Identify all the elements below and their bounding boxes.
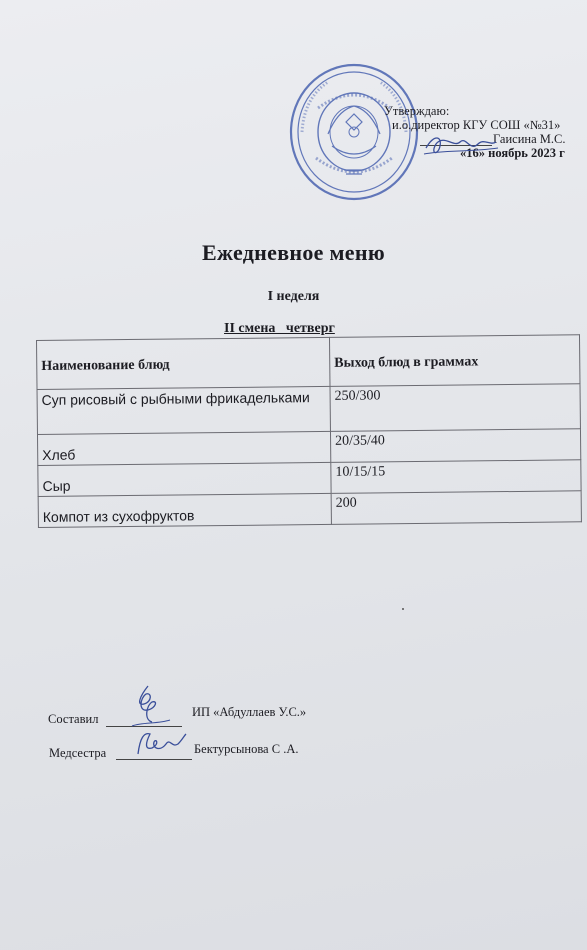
approval-position: и.о.директор КГУ СОШ «№31» xyxy=(392,118,561,132)
week-label: I неделя xyxy=(267,289,320,304)
dish-name: Компот из сухофруктов xyxy=(38,493,331,527)
stray-dot xyxy=(402,608,404,610)
compiled-by-name: ИП «Абдуллаев У.С.» xyxy=(192,705,307,719)
approval-date: «16» ноябрь 2023 г xyxy=(460,146,565,160)
nurse-name: Бектурсынова С .А. xyxy=(194,742,299,756)
dish-output: 200 xyxy=(331,491,581,525)
shift-day-label: II смена четверг xyxy=(224,321,335,336)
table-row xyxy=(37,384,580,435)
approval-name: Гаисина М.С. xyxy=(493,132,566,146)
header-portion-output: Выход блюд в граммах xyxy=(329,335,579,387)
compiled-by-label: Составил xyxy=(48,712,99,726)
table-row xyxy=(38,491,581,528)
header-dish-name: Наименование блюд xyxy=(37,337,330,389)
page-title: Ежедневное меню xyxy=(202,240,385,265)
director-signature xyxy=(420,128,500,164)
dish-name: Суп рисовый с рыбными фрикадельками xyxy=(37,386,330,434)
dish-name: Хлеб xyxy=(37,431,330,465)
nurse-signature xyxy=(130,726,190,762)
approval-label: Утверждаю: xyxy=(384,104,450,118)
nurse-label: Медсестра xyxy=(49,746,107,760)
menu-table xyxy=(36,334,582,528)
compiler-signature xyxy=(118,682,178,730)
dish-output: 250/300 xyxy=(330,384,580,432)
table-header-row xyxy=(37,335,580,390)
dish-output: 10/15/15 xyxy=(331,460,581,494)
dish-output: 20/35/40 xyxy=(330,429,580,463)
dish-name: Сыр xyxy=(38,462,331,496)
